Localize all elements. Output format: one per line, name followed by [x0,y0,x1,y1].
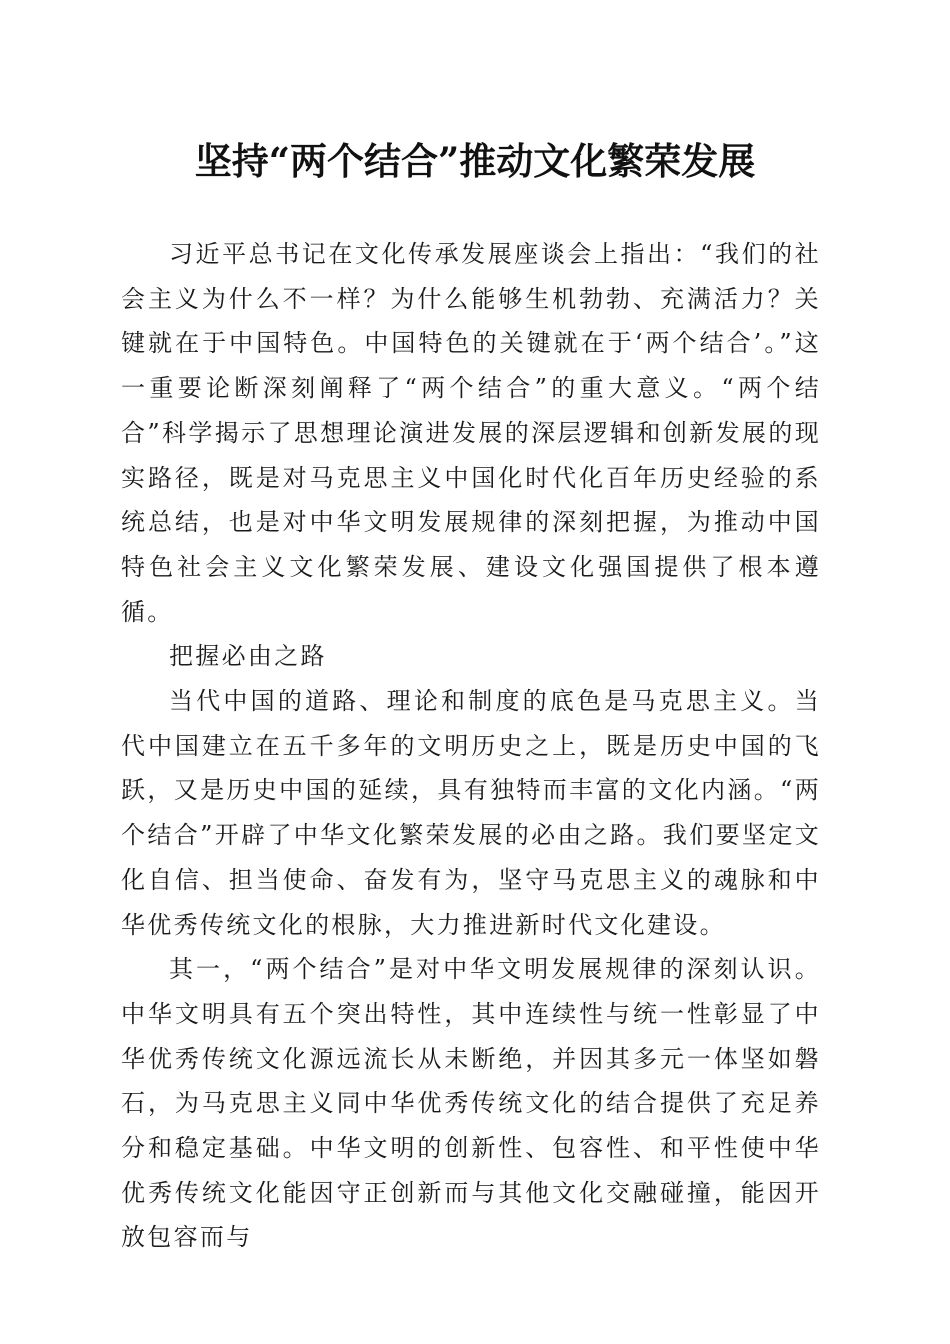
document-body [121,232,821,1260]
paragraph-path: 当代中国的道路、理论和制度的底色是马克思主义。当代中国建立在五千多年的文明历史之上，既是历史中国的飞跃，又是历史中国的延续，具有独特而丰富的文化内涵。“两个结合”开辟了中华文化繁荣发展的必由之路。我们要坚定文化自信、担当使命、奋发有为，坚守马克思主义的魂脉和中华优秀传统文化的根脉，大力推进新时代文化建设。 [121,687,821,939]
paragraph-first-point: 其一，“两个结合”是对中华文明发展规律的深刻认识。中华文明具有五个突出特性，其中连续性与统一性彰显了中华优秀传统文化源远流长从未断绝，并因其多元一体坚如磐石，为马克思主义同中华优秀传统文化的结合提供了充足养分和稳定基础。中华文明的创新性、包容性、和平性使中华优秀传统文化能因守正创新而与其他文化交融碰撞，能因开放包容而与 [121,955,821,1252]
document-title: 坚持“两个结合”推动文化繁荣发展 [194,139,756,183]
paragraph-intro: 习近平总书记在文化传承发展座谈会上指出：“我们的社会主义为什么不一样？为什么能够生机勃勃、充满活力？关键就在于中国特色。中国特色的关键就在于‘两个结合’。”这一重要论断深刻阐释了“两个结合”的重大意义。“两个结合”科学揭示了思想理论演进发展的深层逻辑和创新发展的现实路径，既是对马克思主义中国化时代化百年历史经验的系统总结，也是对中华文明发展规律的深刻把握，为推动中国特色社会主义文化繁荣发展、建设文化强国提供了根本遵循。 [121,240,821,626]
section-heading: 把握必由之路 [169,642,327,671]
